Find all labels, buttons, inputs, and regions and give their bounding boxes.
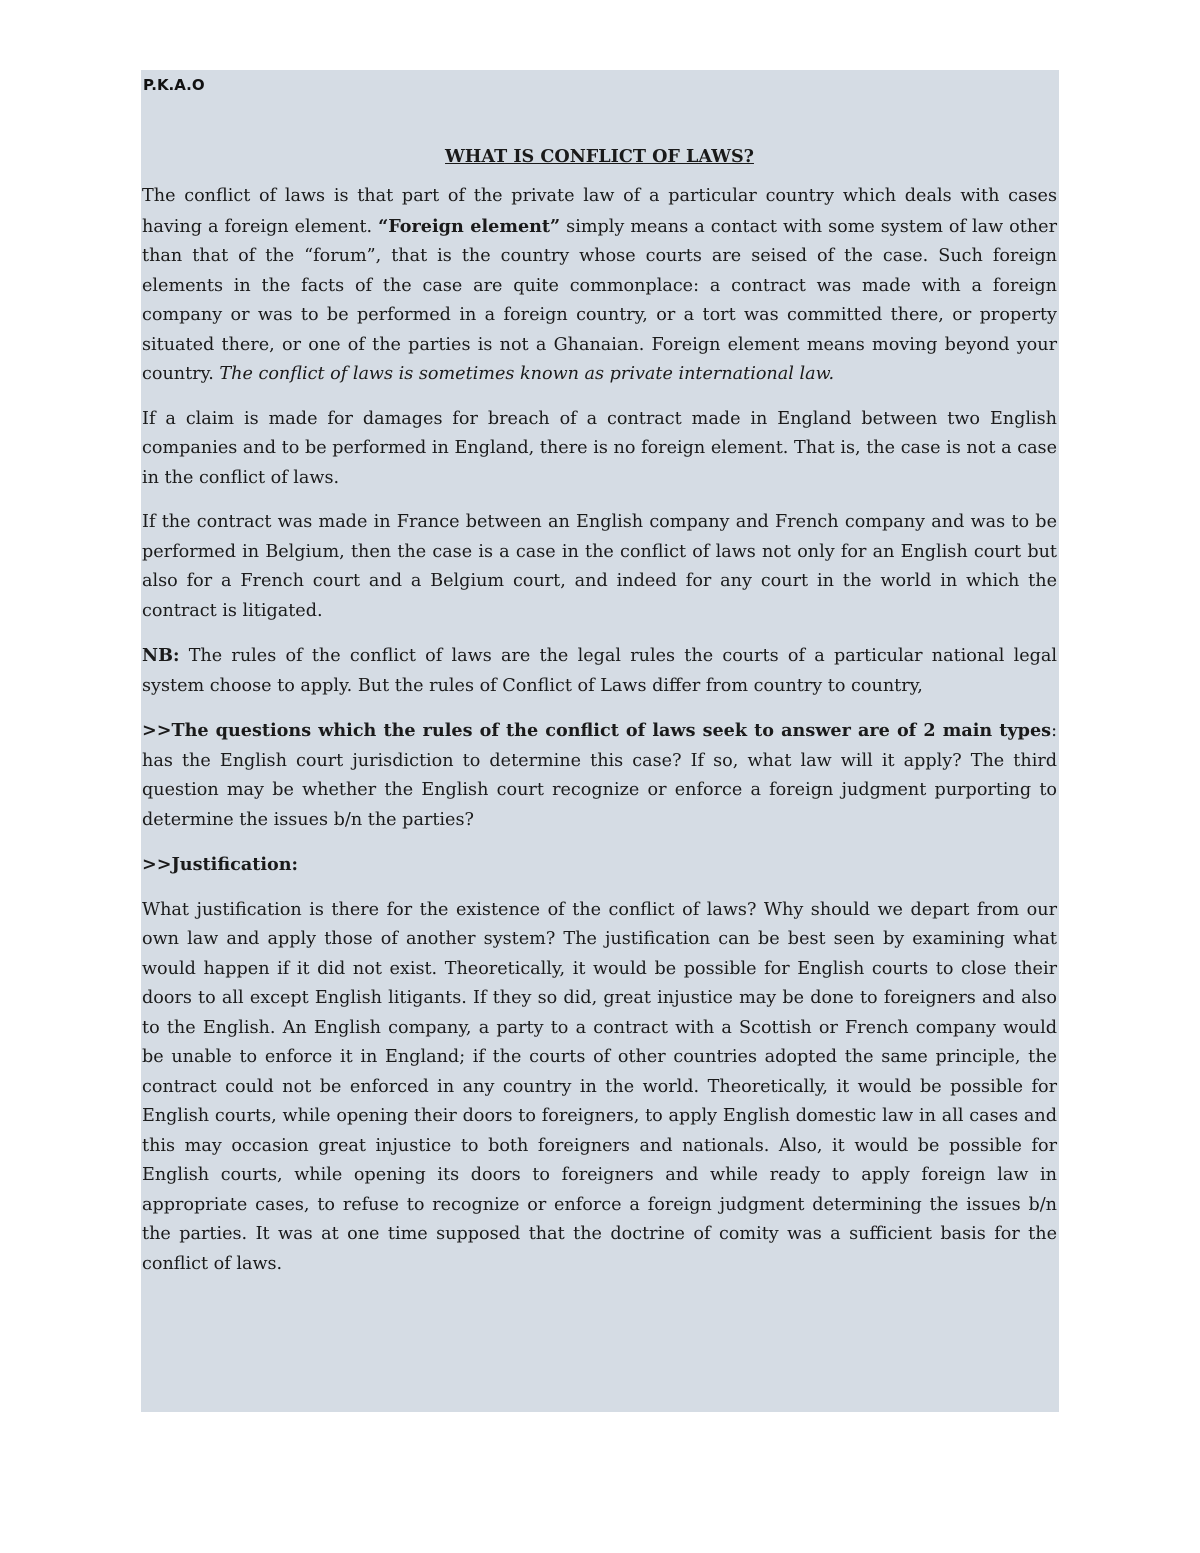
paragraph-questions bbox=[142, 716, 1057, 835]
nb-text: The rules of the conflict of laws are the legal rules the courts of a particular national legal system choose to apply. But the rules of Conflict of Laws differ from country to country, bbox=[142, 646, 1057, 696]
foreign-element-term: “Foreign element” bbox=[378, 215, 561, 237]
author-initials: P.K.A.O bbox=[143, 76, 205, 94]
justification-heading bbox=[142, 850, 1057, 881]
paragraph-justification: What justification is there for the existence of the conflict of laws? Why should we depart from our own law and apply those of another system? The justification can be best seen by examining what would happen if it did not exist. Theoretically, it would be possible for English courts to close their doors to all except English litigants. If they so did, great injustice may be done to foreigners and also to the English. An English company, a party to a contract with a Scottish or French company would be unable to enforce it in England; if the courts of other countries adopted the same principle, the contract could not be enforced in any country in the world. Theoretically, it would be possible for English courts, while opening their doors to foreigners, to apply English domestic law in all cases and this may occasion great injustice to both foreigners and nationals. Also, it would be possible for English courts, while opening its doors to foreigners and while ready to apply foreign law in appropriate cases, to refuse to recognize or enforce a foreign judgment determining the issues b/n the parties. It was at one time supposed that the doctrine of comity was a sufficient basis for the conflict of laws. bbox=[142, 899, 1057, 1274]
paragraph-definition-text-c: simply means a contact with some system of law other than that of the “forum”, that is the country whose courts are seised of the case. Such foreign elements in the facts of the case are quite commonplace: a contract was made with a foreign company or was to be performed in a foreign country, or a tort was committed there, or property situated there, or one of the parties is not a Ghanaian. Foreign element means moving beyond your country. bbox=[142, 216, 1057, 384]
justification-heading-text: >>Justification: bbox=[142, 854, 299, 875]
document-body bbox=[142, 144, 1057, 1294]
paragraph-france-example: If the contract was made in France between an English company and French company and was to be performed in Belgium, then the case is a case in the conflict of laws not only for an English court but also for a French court and a Belgium court, and indeed for any court in the world in which the contract is litigated. bbox=[142, 512, 1057, 621]
paragraph-no-foreign-element: If a claim is made for damages for breach of a contract made in England between two English companies and to be performed in England, there is no foreign element. That is, the case is not a case in the conflict of laws. bbox=[142, 408, 1057, 488]
paragraph-definition-text-a: The conflict of laws is that part of the private law of a particular country which deals with cases having a foreign element. bbox=[142, 186, 1057, 237]
questions-heading: >>The questions which the rules of the conflict of laws seek to answer are of 2 main types bbox=[142, 720, 1052, 741]
nb-label: NB: bbox=[142, 645, 180, 666]
paragraph-nb bbox=[142, 641, 1057, 701]
private-international-law-note: The conflict of laws is sometimes known as private international law. bbox=[219, 364, 835, 384]
questions-text: : has the English court jurisdiction to determine this case? If so, what law will it apply? The third question may be whether the English court recognize or enforce a foreign judgment purporting to determine the issues b/n the parties? bbox=[142, 721, 1057, 830]
paragraph-definition bbox=[142, 182, 1057, 390]
document-title: WHAT IS CONFLICT OF LAWS? bbox=[445, 146, 754, 167]
